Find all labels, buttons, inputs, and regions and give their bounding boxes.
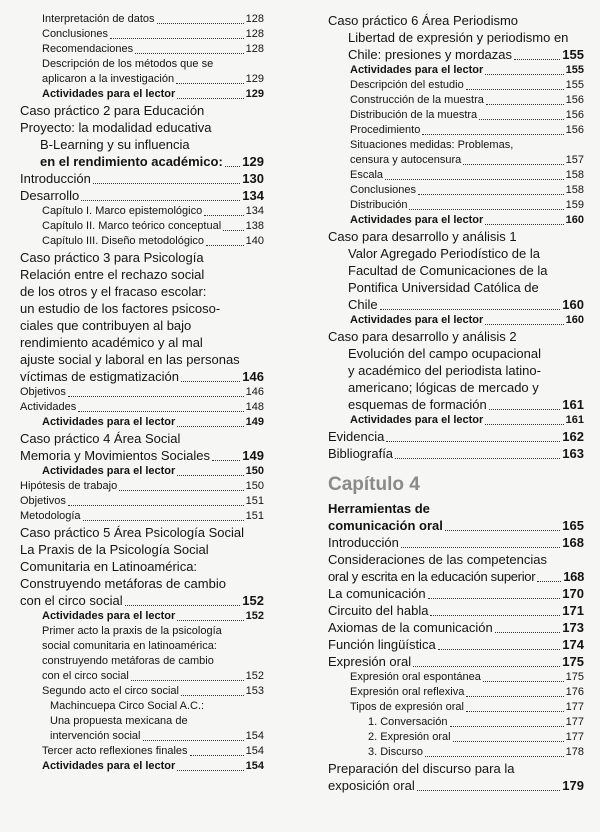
toc-entry-title: Actividades para el lector <box>350 214 484 226</box>
toc-entry <box>328 213 584 228</box>
dot-leader <box>401 547 560 548</box>
toc-entry-title: un estudio de los factores psicoso- <box>20 301 221 316</box>
dot-leader <box>380 309 561 310</box>
toc-page-number: 161 <box>562 397 584 412</box>
toc-page-number: 168 <box>562 535 584 550</box>
toc-entry-title: Situaciones medidas: Problemas, <box>350 139 514 151</box>
toc-entry-title: Construyendo metáforas de cambio <box>20 576 226 591</box>
toc-entry-title: Relación entre el rechazo social <box>20 267 205 282</box>
dot-leader <box>409 209 563 210</box>
dot-leader <box>466 89 564 90</box>
toc-page-number: 160 <box>565 214 584 226</box>
toc-entry-title: Actividades para el lector <box>350 314 484 326</box>
toc-entry-title: Conclusiones <box>42 28 109 40</box>
toc-page-number: 149 <box>242 448 264 463</box>
toc-page-number: 156 <box>565 109 584 121</box>
toc-page-number: 158 <box>565 169 584 181</box>
toc-entry-title: exposición oral <box>328 778 415 793</box>
toc-entry-title: con el circo social <box>20 593 123 608</box>
dot-leader <box>206 245 244 246</box>
toc-entry-title: social comunitaria en latinoamérica: <box>42 640 217 652</box>
toc-page-number: 171 <box>562 603 584 618</box>
toc-entry-title: Chile: presiones y mordazas <box>348 47 513 62</box>
toc-entry-title: Hipótesis de trabajo <box>20 480 118 492</box>
dot-leader <box>135 53 244 54</box>
dot-leader <box>181 381 240 382</box>
toc-entry <box>20 385 264 400</box>
toc-entry-title: construyendo metáforas de cambio <box>42 655 214 667</box>
toc-entry-title: Descripción de los métodos que se <box>42 58 214 70</box>
toc-page-number: 140 <box>245 235 264 247</box>
dot-leader <box>413 666 560 667</box>
toc-entry <box>328 685 584 700</box>
toc-page-number: 163 <box>562 446 584 461</box>
toc-entry <box>20 430 264 464</box>
toc-entry-title: Metodología <box>20 510 81 522</box>
toc-entry-title: Capítulo I. Marco epistemológico <box>42 205 203 217</box>
toc-entry <box>328 585 584 602</box>
toc-entry-title: Actividades para el lector <box>350 64 484 76</box>
toc-entry-title: Consideraciones de las competencias <box>328 552 547 567</box>
toc-page-number: 170 <box>562 586 584 601</box>
toc-entry-title: Expresión oral reflexiva <box>350 686 465 698</box>
toc-page-number: 154 <box>245 745 264 757</box>
toc-entry-title: 2. Expresión oral <box>368 731 451 743</box>
dot-leader <box>489 409 561 410</box>
toc-page-number: 179 <box>562 778 584 793</box>
toc-page-number: 175 <box>565 671 584 683</box>
toc-entry-title: con el circo social <box>42 670 129 682</box>
toc-entry <box>328 619 584 636</box>
dot-leader <box>177 98 243 99</box>
dot-leader <box>177 620 243 621</box>
toc-page-number: 174 <box>562 637 584 652</box>
dot-leader <box>450 726 564 727</box>
toc-page-number: 155 <box>562 47 584 62</box>
toc-page-number: 151 <box>245 510 264 522</box>
toc-page-number: 157 <box>565 154 584 166</box>
toc-entry <box>328 730 584 745</box>
toc-entry-title: Actividades para el lector <box>350 414 484 426</box>
toc-entry-title: Conclusiones <box>350 184 417 196</box>
dot-leader <box>143 740 244 741</box>
toc-entry-title: Axiomas de la comunicación <box>328 620 493 635</box>
toc-page-number: 154 <box>245 730 264 742</box>
toc-entry-title: Tipos de expresión oral <box>350 701 464 713</box>
toc-page-number: 146 <box>245 386 264 398</box>
toc-page-number: 177 <box>565 731 584 743</box>
toc-page-number: 160 <box>565 314 584 326</box>
toc-page-number: 129 <box>245 88 264 100</box>
dot-leader <box>223 230 243 231</box>
toc-entry <box>328 670 584 685</box>
toc-page-number: 159 <box>565 199 584 211</box>
dot-leader <box>68 396 244 397</box>
toc-entry-title: Facultad de Comunicaciones de la <box>348 263 548 278</box>
dot-leader <box>438 649 561 650</box>
toc-entry-title: Caso práctico 3 para Psicología <box>20 250 204 265</box>
toc-entry-title: Escala <box>350 169 384 181</box>
toc-entry <box>20 187 264 204</box>
dot-leader <box>110 38 244 39</box>
toc-entry <box>20 684 264 699</box>
toc-page-number: 149 <box>245 416 264 428</box>
toc-entry-title: de los otros y el fracaso escolar: <box>20 284 207 299</box>
toc-page-number: 130 <box>242 171 264 186</box>
toc-entry-title: Evolución del campo ocupacional <box>348 346 541 361</box>
toc-entry-title: Objetivos <box>20 495 66 507</box>
dot-leader <box>417 790 561 791</box>
toc-entry <box>20 12 264 27</box>
toc-entry <box>20 119 264 170</box>
toc-entry-title: Memoria y Movimientos Sociales <box>20 448 211 463</box>
toc-page-number: 155 <box>565 79 584 91</box>
toc-entry <box>328 328 584 413</box>
toc-entry <box>328 12 584 63</box>
toc-entry-title: Chile <box>348 297 378 312</box>
toc-entry <box>328 602 584 619</box>
toc-entry-title: Actividades para el lector <box>42 465 176 477</box>
toc-entry <box>328 413 584 428</box>
toc-page-number: 128 <box>245 43 264 55</box>
dot-leader <box>495 632 561 633</box>
toc-page-number: 129 <box>245 73 264 85</box>
dot-leader <box>93 183 240 184</box>
toc-page-number: 152 <box>242 593 264 608</box>
toc-entry-title: Distribución <box>350 199 408 211</box>
toc-entry-title: comunicación oral <box>328 518 443 533</box>
toc-entry <box>20 234 264 249</box>
toc-page-number: 173 <box>562 620 584 635</box>
dot-leader <box>225 166 241 167</box>
toc-entry-title: ciales que contribuyen al bajo <box>20 318 192 333</box>
dot-leader <box>466 696 563 697</box>
toc-entry <box>328 551 584 585</box>
dot-leader <box>204 215 243 216</box>
toc-page-number: 176 <box>565 686 584 698</box>
dot-leader <box>466 711 564 712</box>
dot-leader <box>430 615 560 616</box>
toc-entry <box>328 138 584 168</box>
toc-entry <box>20 204 264 219</box>
toc-page-number: 161 <box>565 414 584 426</box>
toc-entry-title: Introducción <box>20 171 91 186</box>
toc-entry <box>20 759 264 774</box>
toc-page-number: 148 <box>245 401 264 413</box>
toc-entry <box>328 168 584 183</box>
toc-entry-title: americano; lógicas de mercado y <box>348 380 539 395</box>
toc-entry <box>328 93 584 108</box>
toc-entry-title: Caso práctico 6 Área Periodismo <box>328 13 519 28</box>
toc-entry <box>328 636 584 653</box>
toc-right-column <box>328 12 584 794</box>
toc-entry <box>20 170 264 187</box>
dot-leader <box>119 490 243 491</box>
toc-page-number: 178 <box>565 746 584 758</box>
toc-entry-title: Preparación del discurso para la <box>328 761 515 776</box>
toc-page-number: 152 <box>245 610 264 622</box>
dot-leader <box>190 755 244 756</box>
toc-entry-title: en el rendimiento académico: <box>40 154 223 169</box>
toc-entry-title: Caso para desarrollo y análisis 2 <box>328 329 517 344</box>
dot-leader <box>483 681 564 682</box>
dot-leader <box>445 530 560 531</box>
dot-leader <box>425 756 564 757</box>
toc-page-number: 138 <box>245 220 264 232</box>
toc-entry <box>328 700 584 715</box>
dot-leader <box>422 134 563 135</box>
toc-entry-title: Proyecto: la modalidad educativa <box>20 120 212 135</box>
toc-entry <box>20 249 264 385</box>
toc-entry-title: Actividades <box>20 401 77 413</box>
dot-leader <box>428 598 561 599</box>
toc-entry <box>20 524 264 609</box>
toc-entry-title: Actividades para el lector <box>42 610 176 622</box>
toc-entry <box>328 198 584 213</box>
toc-page-number: 158 <box>565 184 584 196</box>
dot-leader <box>131 680 244 681</box>
toc-page-number: 134 <box>245 205 264 217</box>
toc-page-number: 134 <box>242 188 264 203</box>
toc-entry-title: oral y escrita en la educación superior <box>328 569 536 584</box>
toc-entry <box>328 445 584 462</box>
toc-entry <box>328 63 584 78</box>
toc-entry-title: Caso práctico 2 para Educación <box>20 103 205 118</box>
toc-entry <box>20 699 264 744</box>
toc-entry-title: Función lingüística <box>328 637 436 652</box>
toc-entry-title: Comunitaria en Latinoamérica: <box>20 559 198 574</box>
toc-left-column <box>20 12 264 774</box>
toc-entry-title: ajuste social y laboral en las personas <box>20 352 240 367</box>
toc-entry-title: Herramientas de <box>328 501 430 516</box>
dot-leader <box>485 424 563 425</box>
toc-entry-title: Objetivos <box>20 386 66 398</box>
toc-entry-title: Distribución de la muestra <box>350 109 478 121</box>
toc-entry-title: La Praxis de la Psicología Social <box>20 542 209 557</box>
toc-page-number: 150 <box>245 480 264 492</box>
dot-leader <box>125 605 241 606</box>
toc-page-number: 160 <box>562 297 584 312</box>
dot-leader <box>395 458 560 459</box>
toc-page-number: 165 <box>562 518 584 533</box>
toc-entry <box>20 609 264 624</box>
toc-entry-title: Pontifica Universidad Católica de <box>348 280 539 295</box>
toc-entry-title: Expresión oral <box>328 654 412 669</box>
dot-leader <box>177 770 243 771</box>
toc-entry-title: Primer acto la praxis de la psicología <box>42 625 222 637</box>
dot-leader <box>453 741 564 742</box>
toc-page-number: 153 <box>245 685 264 697</box>
toc-page-number: 177 <box>565 716 584 728</box>
toc-page-number: 156 <box>565 94 584 106</box>
toc-entry-title: Una propuesta mexicana de <box>50 715 188 727</box>
toc-page-number: 152 <box>245 670 264 682</box>
toc-entry <box>20 415 264 430</box>
toc-entry-title: 1. Conversación <box>368 716 448 728</box>
toc-page-number: 128 <box>245 13 264 25</box>
toc-entry-title: Machincuepa Circo Social A.C.: <box>50 700 205 712</box>
toc-entry <box>20 42 264 57</box>
toc-entry <box>328 745 584 760</box>
toc-entry-title: Expresión oral espontánea <box>350 671 481 683</box>
dot-leader <box>537 581 561 582</box>
toc-entry <box>20 102 264 119</box>
dot-leader <box>485 74 563 75</box>
toc-entry-title: Caso para desarrollo y análisis 1 <box>328 229 517 244</box>
toc-entry <box>328 183 584 198</box>
dot-leader <box>177 426 243 427</box>
toc-page-number: 175 <box>562 654 584 669</box>
toc-entry <box>20 219 264 234</box>
toc-entry <box>328 715 584 730</box>
toc-entry-title: Tercer acto reflexiones finales <box>42 745 188 757</box>
dot-leader <box>181 695 244 696</box>
toc-entry <box>20 494 264 509</box>
toc-entry-title: Caso práctico 5 Área Psicología Social <box>20 525 245 540</box>
toc-entry-title: Construcción de la muestra <box>350 94 484 106</box>
toc-entry <box>328 123 584 138</box>
toc-page-number: 128 <box>245 28 264 40</box>
dot-leader <box>81 200 240 201</box>
toc-entry-title: Capítulo III. Diseño metodológico <box>42 235 205 247</box>
toc-entry <box>328 108 584 123</box>
toc-entry <box>328 534 584 551</box>
toc-entry-title: Introducción <box>328 535 399 550</box>
toc-entry <box>20 744 264 759</box>
toc-entry <box>328 760 584 794</box>
dot-leader <box>486 104 564 105</box>
toc-entry-title: Actividades para el lector <box>42 416 176 428</box>
dot-leader <box>83 520 244 521</box>
toc-entry-title: Evidencia <box>328 429 385 444</box>
toc-entry <box>20 464 264 479</box>
toc-entry <box>20 87 264 102</box>
toc-entry-title: censura y autocensura <box>350 154 462 166</box>
toc-entry-title: B-Learning y su influencia <box>40 137 190 152</box>
toc-entry-title: La comunicación <box>328 586 426 601</box>
dot-leader <box>463 164 563 165</box>
toc-page-number: 155 <box>565 64 584 76</box>
toc-entry-title: esquemas de formación <box>348 397 487 412</box>
toc-entry <box>328 78 584 93</box>
toc-entry-title: Descripción del estudio <box>350 79 464 91</box>
toc-page-number: 154 <box>245 760 264 772</box>
dot-leader <box>177 475 243 476</box>
toc-page-number: 177 <box>565 701 584 713</box>
dot-leader <box>157 23 244 24</box>
toc-entry-title: Circuito del habla <box>328 603 429 618</box>
toc-entry <box>328 428 584 445</box>
chapter-heading: Capítulo 4 <box>328 474 420 495</box>
toc-entry <box>20 57 264 87</box>
toc-entry <box>20 400 264 415</box>
toc-entry-title: intervención social <box>50 730 141 742</box>
dot-leader <box>514 59 560 60</box>
toc-entry-title: Procedimiento <box>350 124 421 136</box>
toc-entry-title: Actividades para el lector <box>42 88 176 100</box>
toc-entry-title: Valor Agregado Periodístico de la <box>348 246 540 261</box>
dot-leader <box>385 179 564 180</box>
toc-entry <box>328 653 584 670</box>
toc-entry <box>20 27 264 42</box>
toc-entry-title: Capítulo II. Marco teórico conceptual <box>42 220 222 232</box>
toc-entry-title: Desarrollo <box>20 188 80 203</box>
toc-entry-title: Interpretación de datos <box>42 13 155 25</box>
toc-entry-title: y académico del periodista latino- <box>348 363 541 378</box>
dot-leader <box>212 460 240 461</box>
dot-leader <box>479 119 563 120</box>
toc-page-number: 168 <box>563 569 584 584</box>
dot-leader <box>386 441 560 442</box>
toc-entry <box>328 228 584 313</box>
toc-entry <box>328 313 584 328</box>
toc-entry-title: Bibliografía <box>328 446 394 461</box>
toc-entry <box>20 479 264 494</box>
toc-page-number: 129 <box>242 154 264 169</box>
toc-entry <box>20 624 264 684</box>
toc-page-number: 156 <box>565 124 584 136</box>
toc-entry-title: Caso práctico 4 Área Social <box>20 431 181 446</box>
toc-page-number: 150 <box>245 465 264 477</box>
toc-page-number: 151 <box>245 495 264 507</box>
dot-leader <box>78 411 243 412</box>
dot-leader <box>485 324 563 325</box>
toc-entry-title: aplicaron a la investigación <box>42 73 175 85</box>
dot-leader <box>485 224 563 225</box>
toc-entry-title: víctimas de estigmatización <box>20 369 179 384</box>
toc-entry-title: 3. Discurso <box>368 746 424 758</box>
dot-leader <box>68 505 244 506</box>
toc-entry <box>20 509 264 524</box>
dot-leader <box>418 194 564 195</box>
toc-entry-title: Libertad de expresión y periodismo en <box>348 30 569 45</box>
toc-page-number: 162 <box>562 429 584 444</box>
dot-leader <box>176 83 244 84</box>
toc-entry-title: Actividades para el lector <box>42 760 176 772</box>
toc-entry-title: Segundo acto el circo social <box>42 685 179 697</box>
toc-entry-title: rendimiento académico y al mal <box>20 335 203 350</box>
toc-page-number: 146 <box>242 369 264 384</box>
toc-entry <box>328 500 584 534</box>
toc-entry-title: Recomendaciones <box>42 43 134 55</box>
